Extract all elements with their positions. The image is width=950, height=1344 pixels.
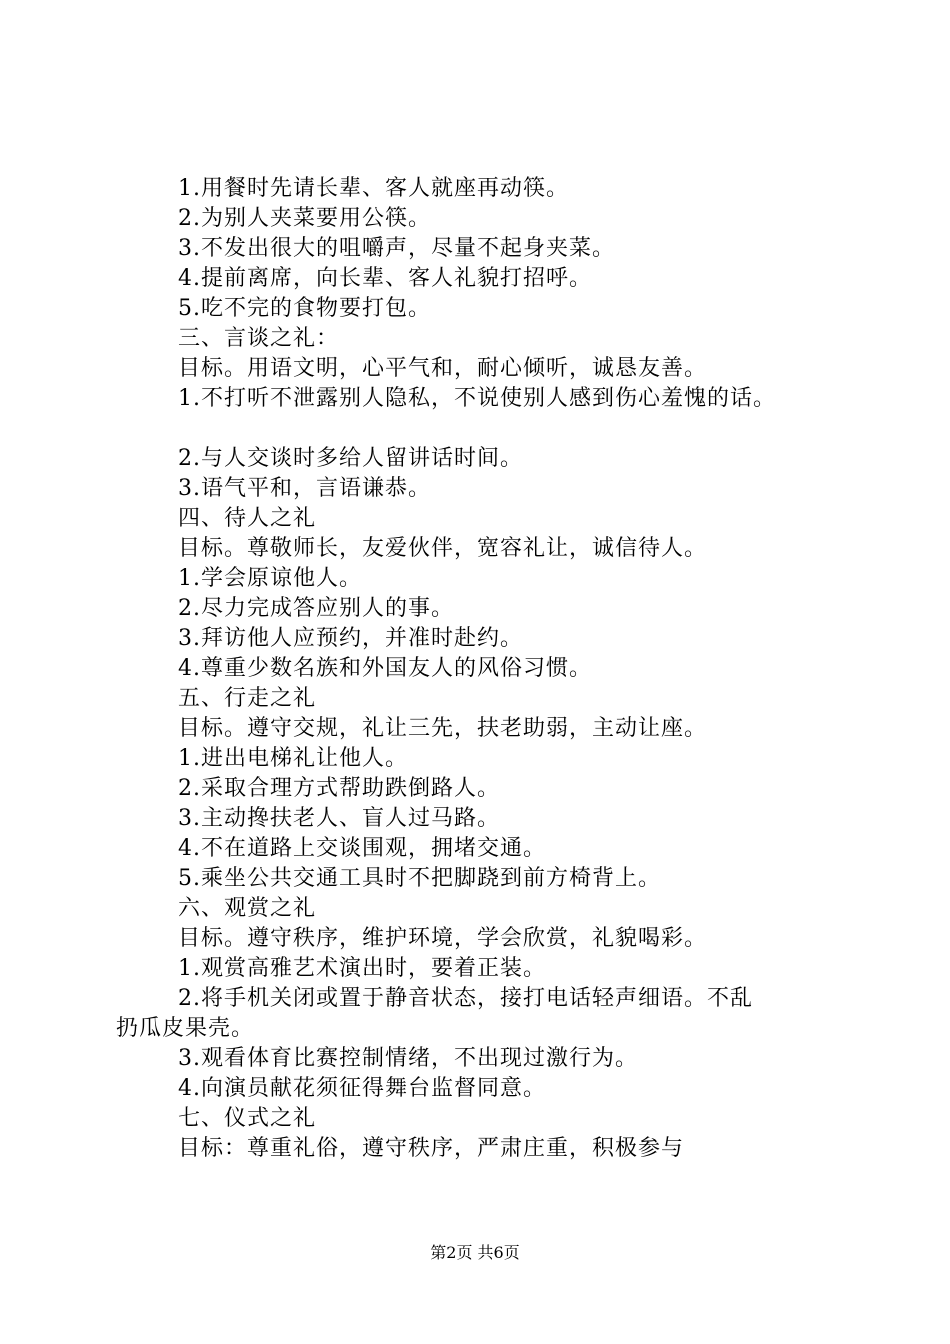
text-line: 5.吃不完的食物要打包。 [178,296,431,321]
text-line: 4.提前离席，向长辈、客人礼貌打招呼。 [178,266,592,291]
section-heading: 六、观赏之礼 [178,896,317,921]
text-line: 4.不在道路上交谈围观，拥堵交通。 [178,836,546,861]
text-line: 3.观看体育比赛控制情绪，不出现过激行为。 [178,1046,638,1071]
text-line: 2.采取合理方式帮助跌倒路人。 [178,776,500,801]
text-line: 2.为别人夹菜要用公筷。 [178,206,431,231]
text-line: 3.不发出很大的咀嚼声，尽量不起身夹菜。 [178,236,615,261]
text-line: 3.主动搀扶老人、盲人过马路。 [178,806,500,831]
section-goal: 目标。遵守交规，礼让三先，扶老助弱，主动让座。 [178,716,708,741]
section-heading: 三、言谈之礼： [178,326,340,351]
text-line: 2.与人交谈时多给人留讲话时间。 [178,446,523,471]
text-line: 1.进出电梯礼让他人。 [178,746,408,771]
text-line: 1.学会原谅他人。 [178,566,362,591]
text-line: 4.尊重少数名族和外国友人的风俗习惯。 [178,656,592,681]
text-line: 4.向演员献花须征得舞台监督同意。 [178,1076,546,1101]
text-line: 5.乘坐公共交通工具时不把脚跷到前方椅背上。 [178,866,661,891]
section-goal: 目标。用语文明，心平气和，耐心倾听，诚恳友善。 [178,356,708,381]
page-number: 第2页 共6页 [430,1243,520,1262]
section-goal: 目标。尊敬师长，友爱伙伴，宽容礼让，诚信待人。 [178,536,708,561]
text-line: 1.不打听不泄露别人隐私，不说使别人感到伤心羞愧的话。 [178,386,776,411]
section-goal: 目标：尊重礼俗，遵守秩序，严肃庄重，积极参与 [178,1136,685,1161]
section-heading: 四、待人之礼 [178,506,317,531]
section-heading: 五、行走之礼 [178,686,317,711]
text-line: 3.拜访他人应预约，并准时赴约。 [178,626,523,651]
text-line: 3.语气平和，言语谦恭。 [178,476,431,501]
text-line-continuation: 扔瓜皮果壳。 [116,1016,255,1041]
text-line: 1.用餐时先请长辈、客人就座再动筷。 [178,176,569,201]
section-heading: 七、仪式之礼 [178,1106,317,1131]
blank-line [178,414,878,444]
text-line: 2.将手机关闭或置于静音状态，接打电话轻声细语。不乱 [178,986,753,1011]
section-goal: 目标。遵守秩序，维护环境，学会欣赏，礼貌喝彩。 [178,926,708,951]
text-line: 2.尽力完成答应别人的事。 [178,596,454,621]
text-line: 1.观赏高雅艺术演出时，要着正装。 [178,956,546,981]
document-body [116,174,878,1164]
